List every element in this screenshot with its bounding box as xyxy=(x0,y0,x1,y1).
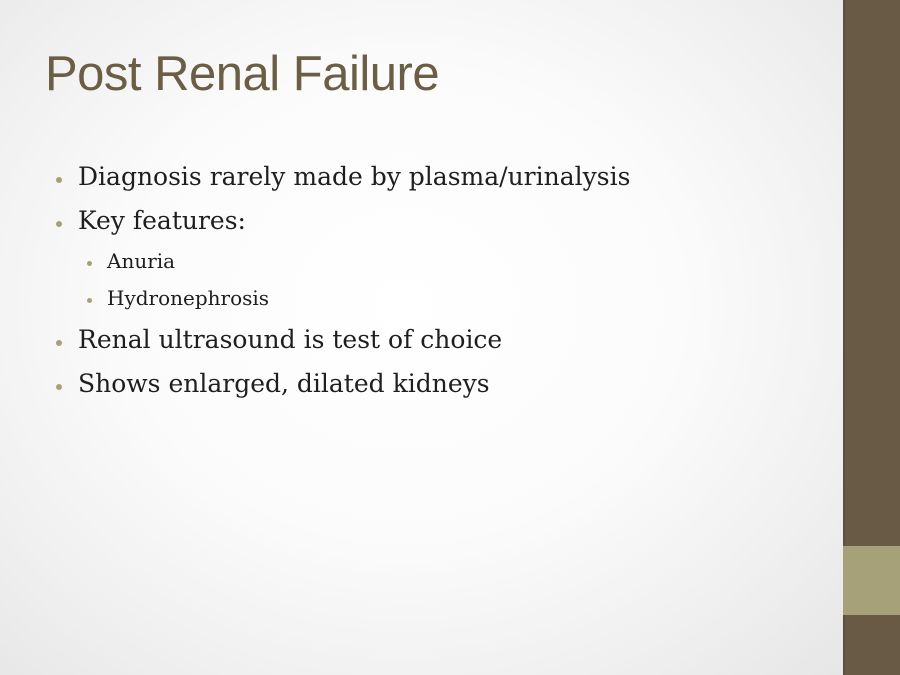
bullet-dot-icon xyxy=(56,221,62,227)
sub-bullet-text: Anuria xyxy=(107,249,176,273)
bullet-dot-icon xyxy=(56,340,62,346)
bullet-item xyxy=(78,206,246,235)
slide-title: Post Renal Failure xyxy=(45,47,440,101)
sub-bullet-text: Hydronephrosis xyxy=(107,286,270,310)
bullet-item xyxy=(78,325,502,354)
bullet-text: Renal ultrasound is test of choice xyxy=(78,325,503,354)
bullet-item xyxy=(78,369,490,398)
bullet-text: Shows enlarged, dilated kidneys xyxy=(78,369,490,398)
sub-bullet-item xyxy=(107,286,269,310)
sub-bullet-item xyxy=(107,249,175,273)
bullet-item xyxy=(78,162,630,191)
bullet-dot-icon xyxy=(56,384,62,390)
sub-bullet-dot-icon xyxy=(87,298,92,303)
theme-sidebar xyxy=(843,0,900,675)
bullet-dot-icon xyxy=(56,177,62,183)
bullet-text: Diagnosis rarely made by plasma/urinalysis xyxy=(78,162,631,191)
sub-bullet-dot-icon xyxy=(87,261,92,266)
sidebar-accent-block xyxy=(843,546,900,615)
bullet-text: Key features: xyxy=(78,206,246,235)
